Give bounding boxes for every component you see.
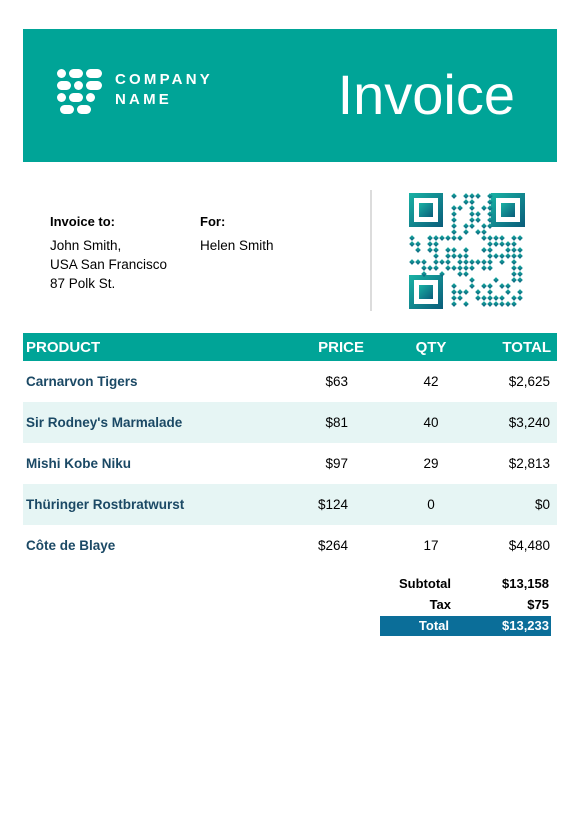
table-row (23, 443, 557, 484)
product-qty: 17 (423, 538, 439, 553)
bill-to-block (50, 212, 167, 293)
items-table (23, 333, 557, 566)
line-total: $0 (492, 484, 557, 525)
product-price: $124 (242, 484, 370, 525)
subtotal-value: $13,158 (502, 576, 549, 591)
product-name: Côte de Blaye (26, 538, 116, 553)
grand-total-value: $13,233 (502, 618, 549, 633)
table-row (23, 361, 557, 402)
product-qty: 42 (423, 374, 439, 389)
column-header-product: PRODUCT (23, 333, 242, 361)
product-qty: 0 (370, 484, 492, 525)
table-header-row (23, 333, 557, 361)
product-price: $63 (325, 374, 348, 389)
company-name-line2: NAME (115, 91, 172, 108)
bill-to-street: 87 Polk St. (50, 276, 116, 291)
table-row (23, 525, 557, 566)
table-row (23, 402, 557, 443)
bill-for-block (200, 212, 274, 255)
product-name: Carnarvon Tigers (26, 374, 138, 389)
company-name (115, 70, 213, 110)
line-total: $4,480 (508, 538, 550, 553)
product-qty: 29 (423, 456, 439, 471)
grand-total-row (380, 616, 551, 636)
tax-value: $75 (527, 597, 549, 612)
bill-for-label: For: (200, 214, 226, 229)
subtotal-row (380, 573, 551, 594)
invoice-header (23, 29, 557, 162)
table-row (23, 484, 557, 525)
product-price: $81 (242, 402, 370, 443)
line-total: $2,813 (508, 456, 550, 471)
product-name: Mishi Kobe Niku (26, 456, 132, 471)
bill-to-name: John Smith, (50, 238, 122, 253)
line-total: $2,625 (508, 374, 550, 389)
tax-label: Tax (429, 597, 451, 612)
tax-row (380, 594, 551, 615)
vertical-divider (370, 190, 372, 311)
line-total: $3,240 (492, 402, 557, 443)
qr-code-icon (409, 193, 525, 309)
product-name: Thüringer Rostbratwurst (23, 484, 242, 525)
product-qty: 40 (370, 402, 492, 443)
bill-to-city: USA San Francisco (50, 257, 168, 272)
totals-block (380, 573, 551, 636)
grand-total-label: Total (418, 618, 449, 633)
product-name: Sir Rodney's Marmalade (23, 402, 242, 443)
column-header-price: PRICE (242, 333, 370, 361)
column-header-total: TOTAL (492, 333, 557, 361)
product-price: $264 (317, 538, 348, 553)
subtotal-label: Subtotal (399, 576, 451, 591)
dots-logo-icon (57, 69, 103, 115)
bill-for-name: Helen Smith (200, 238, 274, 253)
page-title: Invoice (337, 63, 515, 126)
bill-to-label: Invoice to: (50, 214, 116, 229)
product-price: $97 (325, 456, 348, 471)
column-header-qty: QTY (370, 333, 492, 361)
company-name-line1: COMPANY (115, 71, 213, 88)
